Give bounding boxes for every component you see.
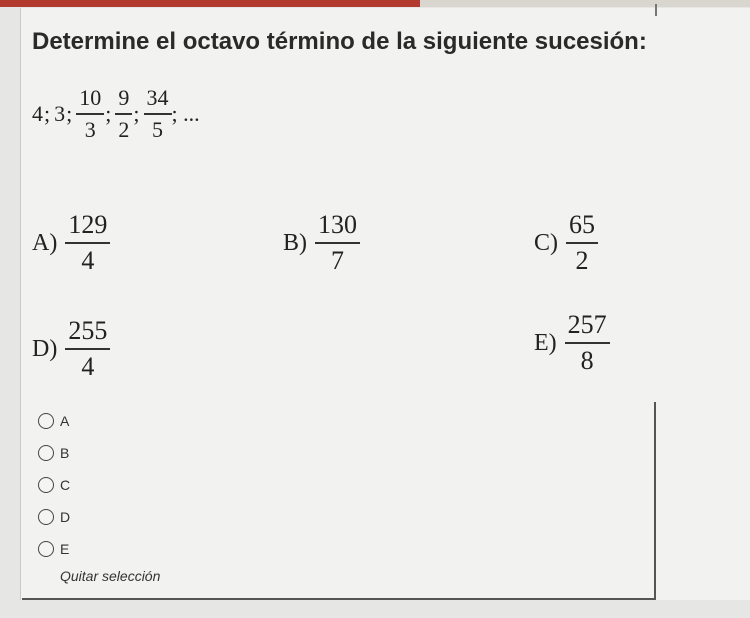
- choice-label-a: A: [60, 413, 70, 429]
- radio-button-b[interactable]: [38, 445, 54, 461]
- option-b: [283, 212, 360, 274]
- option-e: [534, 312, 610, 374]
- choice-label-b: B: [60, 445, 70, 461]
- choice-label-e: E: [60, 541, 70, 557]
- sequence-separator: ;: [44, 101, 51, 126]
- option-label: A): [32, 229, 58, 256]
- sequence-separator: ;: [105, 101, 112, 126]
- sequence-term-1: 4: [32, 101, 43, 126]
- sequence: [32, 87, 200, 141]
- divider-tick: [655, 4, 657, 16]
- option-label: D): [32, 335, 58, 362]
- sequence-ellipsis: ; ...: [171, 101, 200, 126]
- choice-a[interactable]: [38, 413, 69, 429]
- clear-selection-link[interactable]: Quitar selección: [60, 568, 161, 584]
- sequence-fraction-2: $\frac{9}{2}$: [115, 87, 132, 141]
- option-fraction: $\frac{257}{8}$: [565, 312, 610, 374]
- option-fraction: $\frac{129}{4}$: [65, 212, 110, 274]
- question-text: Determine el octavo término de la siguiente sucesión:: [32, 28, 647, 55]
- option-fraction: $\frac{130}{7}$: [315, 212, 360, 274]
- choice-d[interactable]: [38, 509, 70, 525]
- choice-c[interactable]: [38, 477, 70, 493]
- top-bar-light: [420, 0, 750, 7]
- sequence-separator: ;: [66, 101, 73, 126]
- radio-button-d[interactable]: [38, 509, 54, 525]
- sequence-fraction-1: $\frac{10}{3}$: [76, 87, 104, 141]
- option-a: [32, 212, 110, 274]
- sequence-term-2: 3: [54, 101, 66, 126]
- radio-button-a[interactable]: [38, 413, 54, 429]
- radio-button-c[interactable]: [38, 477, 54, 493]
- radio-button-e[interactable]: [38, 541, 54, 557]
- choice-b[interactable]: [38, 445, 69, 461]
- sequence-fraction-3: $\frac{34}{5}$: [144, 87, 172, 141]
- sequence-separator: ;: [133, 101, 140, 126]
- choice-e[interactable]: [38, 541, 69, 557]
- choice-label-d: D: [60, 509, 71, 525]
- choice-label-c: C: [60, 477, 71, 493]
- option-label: E): [534, 329, 557, 356]
- option-label: C): [534, 229, 558, 256]
- option-fraction: $\frac{65}{2}$: [566, 212, 598, 274]
- option-d: [32, 318, 110, 380]
- option-fraction: $\frac{255}{4}$: [65, 318, 110, 380]
- option-c: [534, 212, 598, 274]
- option-label: B): [283, 229, 307, 256]
